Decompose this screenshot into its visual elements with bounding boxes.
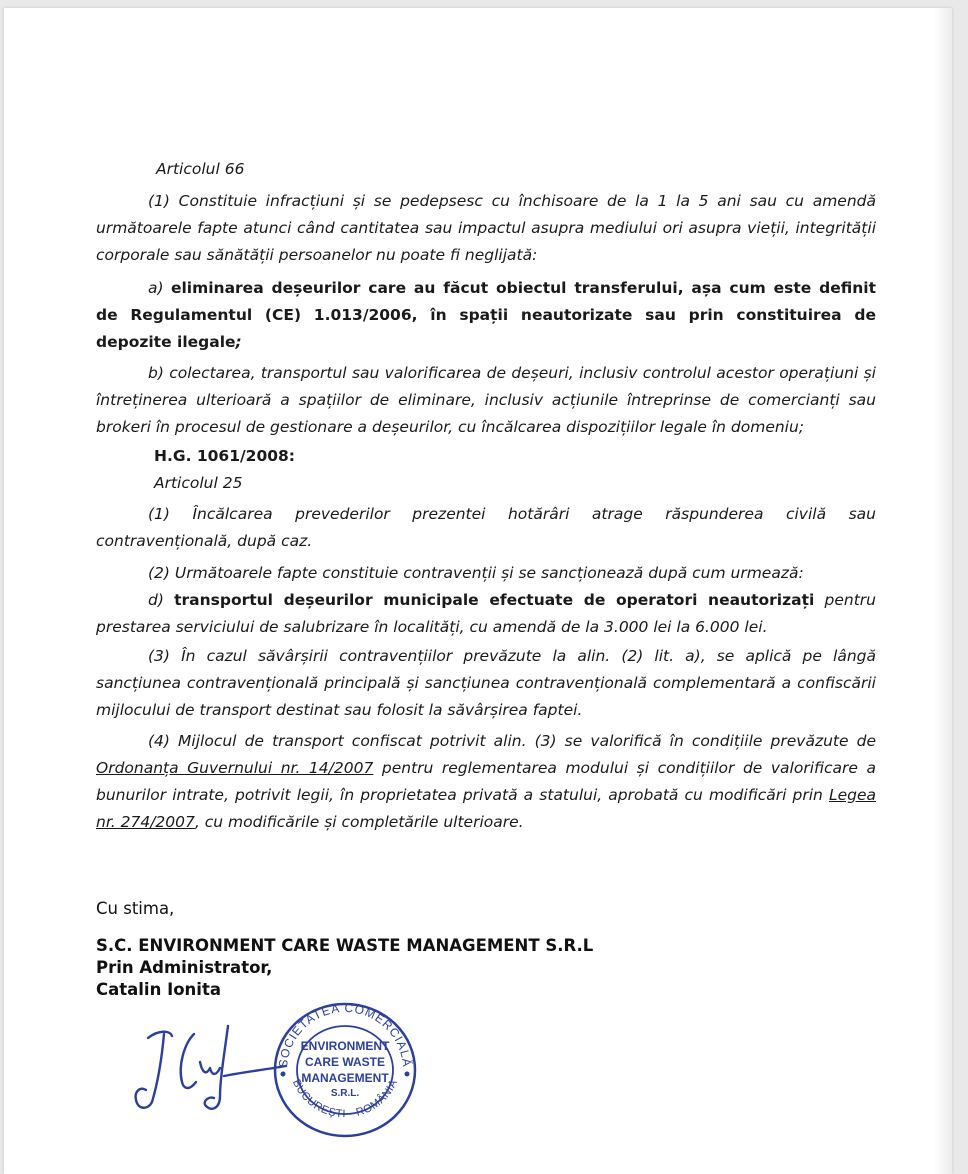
closing-greeting: Cu stima, [96,899,175,918]
signatory-name: Catalin Ionita [96,980,221,999]
article-25-paragraph-4: (4) Mijlocul de transport confiscat potrivit alin. (3) se valorifică în condițiile prevăzute de Ordonanța Guvernului nr. 14/2007 pentru reglementarea modului și condițiilor de valorificare a bunurilor intrate, potrivit legii, în proprietatea privată a statului, aprobată cu modificări prin Legea nr. 274/2007, cu modificările și completările ulterioare. [96,732,876,831]
article-66-item-a-bold: eliminarea deșeurilor care au făcut obiectul transferului, așa cum este definit de Regulamentul (CE) 1.013/2006, în spații neautorizate sau prin constituirea de depozite ilegale [96,279,876,351]
article-25-item-d-bold: transportul deșeurilor municipale efectuate de operatori neautorizați [174,591,815,609]
stamp-dot-right [405,1072,410,1077]
article-25-paragraph-3: (3) În cazul săvârșirii contravențiilor prevăzute la alin. (2) lit. a), se aplică pe lângă sancțiunea contravențională principală și sancțiunea contravențională complementară a confiscării mijlocului de transport destinat sau folosit la săvârșirea faptei. [96,647,876,719]
company-stamp [265,990,425,1140]
article-25-paragraph-2: (2) Următoarele fapte constituie contravenții și se sancționează după cum urmează: [148,564,804,582]
article-25-title: Articolul 25 [154,474,243,492]
administrator-role: Prin Administrator, [96,958,273,977]
hg-title: H.G. 1061/2008: [154,447,296,465]
stamp-line-2: CARE WASTE [304,1055,386,1069]
stamp-line-4: S.R.L. [330,1088,360,1099]
page-edge-shadow [934,8,952,1174]
article-25-paragraph-1: (1) Încălcarea prevederilor prezentei hotărâri atrage răspunderea civilă sau contravențională, după caz. [96,505,876,550]
article-66-title: Articolul 66 [156,160,245,178]
company-name: S.C. ENVIRONMENT CARE WASTE MANAGEMENT S.R.L [96,936,594,955]
legea-link[interactable]: Legea nr. 274/2007 [96,786,876,831]
article-66-item-a: a) eliminarea deșeurilor care au făcut obiectul transferului, așa cum este definit de Regulamentul (CE) 1.013/2006, în spații neautorizate sau prin constituirea de depozite ilegale; [96,279,876,351]
stamp-bottom-text: BUCUREȘTI - ROMÂNIA [289,1077,401,1121]
stamp-ring-text: SOCIETATEA COMERCIALĂ [275,1000,415,1069]
article-66-item-b: b) colectarea, transportul sau valorificarea de deșeuri, inclusiv controlul acestor operațiuni și întreținerea ulterioară a spațiilor de eliminare, inclusiv acțiunile întreprinse de comercianți sau brokeri în procesul de gestionare a deșeurilor, cu încălcarea dispozițiilor legale în domeniu; [96,364,876,436]
ordonanta-link[interactable]: Ordonanța Guvernului nr. 14/2007 [96,759,374,777]
article-66-paragraph-1: (1) Constituie infracțiuni și se pedepsesc cu închisoare de la 1 la 5 ani sau cu amendă următoarele fapte atunci când cantitatea sau impactul asupra mediului ori asupra vieții, integrității corporale sau sănătății persoanelor nu poate fi neglijată: [96,192,876,264]
stamp-dot-left [281,1072,286,1077]
stamp-line-1: ENVIRONMENT [300,1039,390,1053]
stamp-line-3: MANAGEMENT [301,1071,389,1085]
article-25-item-d: d) transportul deșeurilor municipale efectuate de operatori neautorizați pentru prestarea serviciului de salubrizare în localități, cu amendă de la 3.000 lei la 6.000 lei. [96,591,876,636]
